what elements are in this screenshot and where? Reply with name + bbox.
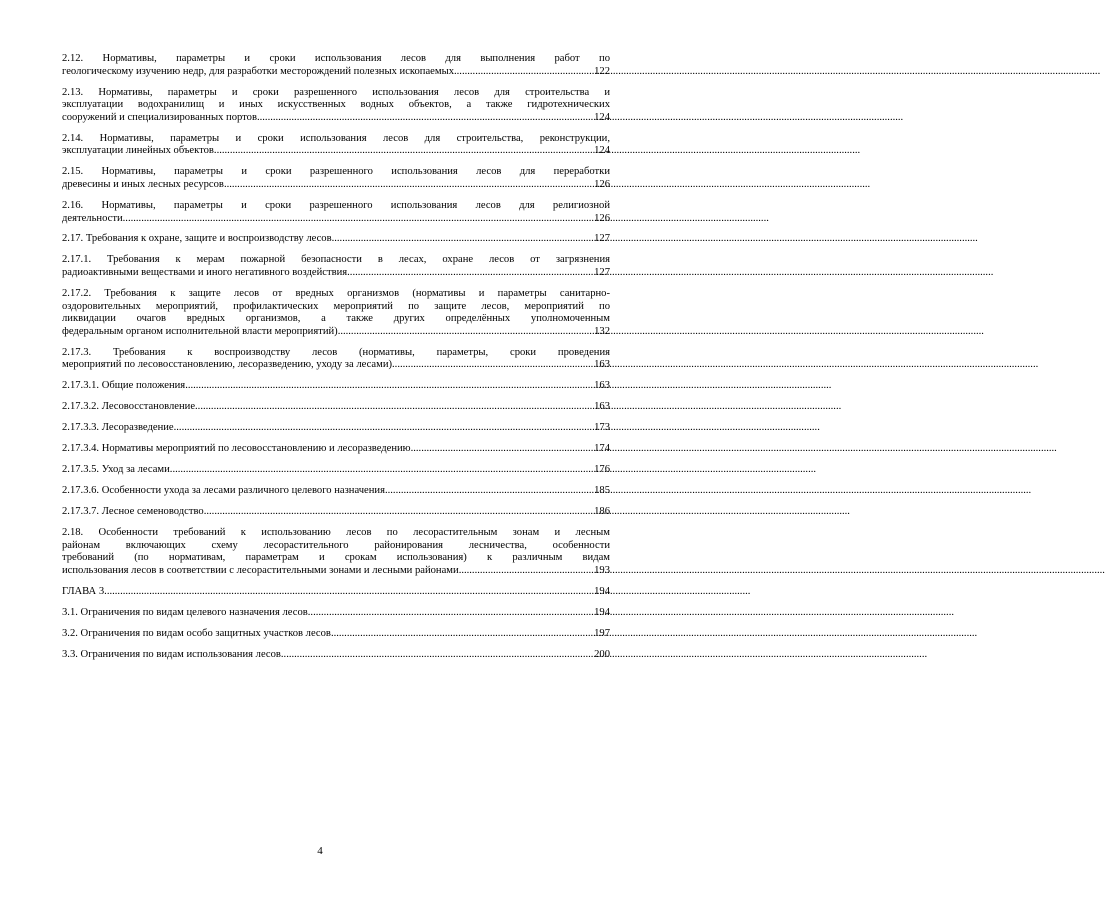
- toc-page-number: 127: [594, 267, 610, 279]
- toc-entry[interactable]: [62, 254, 610, 279]
- toc-page-number: 163: [594, 380, 610, 392]
- dot-leader: [347, 267, 594, 280]
- toc-page-number: 185: [594, 485, 610, 497]
- toc-entry-title: радиоактивными веществами и иного негативного воздействия: [62, 267, 348, 279]
- toc-entry-title: геологическому изучению недр, для разработки месторождений полезных ископаемых: [62, 65, 454, 77]
- toc-entry-last-line: [62, 401, 610, 414]
- dot-leader: [204, 506, 594, 519]
- dot-leader: [385, 485, 594, 498]
- dot-leader: [195, 401, 594, 414]
- toc-entry-last-line: [62, 145, 610, 158]
- toc-entry-last-line: [62, 649, 610, 662]
- toc-entry-title: 3.3. Ограничения по видам использования лесов: [62, 649, 281, 660]
- toc-page-number: 197: [594, 628, 610, 640]
- toc-entry-line: оздоровительных мероприятий, профилактических мероприятий по защите лесов, мероприятий по: [62, 300, 610, 312]
- toc-entry[interactable]: [62, 443, 610, 456]
- toc-entry-line: 2.15. Нормативы, параметры и сроки разрешенного использования лесов для переработки: [62, 166, 610, 178]
- table-of-contents: [62, 53, 610, 670]
- toc-entry-line: 2.18. Особенности требований к использованию лесов по лесорастительным зонам и лесным: [62, 527, 610, 539]
- toc-entry-title: мероприятий по лесовосстановлению, лесоразведению, уходу за лесами): [62, 359, 393, 371]
- dot-leader: [332, 233, 595, 246]
- toc-entry-line: 2.17.3. Требования к воспроизводству лесов (нормативы, параметры, сроки проведения: [62, 346, 610, 358]
- toc-page-number: 194: [594, 586, 610, 598]
- toc-entry-last-line: [62, 380, 610, 393]
- toc-entry-last-line: [62, 422, 610, 435]
- toc-entry[interactable]: [62, 527, 610, 577]
- toc-entry-line: районам включающих схему лесорастительного районирования лесничества, особенности: [62, 539, 610, 551]
- toc-entry-last-line: [62, 607, 610, 620]
- toc-entry-title: 2.17.3.1. Общие положения: [62, 380, 186, 392]
- toc-page-number: 163: [594, 401, 610, 413]
- toc-entry-last-line: [62, 506, 610, 519]
- dot-leader: [308, 607, 594, 620]
- toc-entry-line: эксплуатации водохранилищ и иных искусственных водных объектов, а также гидротехнических: [62, 99, 610, 111]
- toc-entry-line: 2.17.2. Требования к защите лесов от вредных организмов (нормативы и параметры санитарно-: [62, 288, 610, 300]
- toc-page-number: 124: [594, 111, 610, 123]
- toc-entry-title: древесины и иных лесных ресурсов: [62, 178, 224, 190]
- toc-entry-title: ГЛАВА 3: [62, 586, 105, 598]
- toc-entry-title: 2.17.3.6. Особенности ухода за лесами различного целевого назначения: [62, 485, 385, 497]
- toc-entry-line: 2.14. Нормативы, параметры и сроки использования лесов для строительства, реконструкции,: [62, 132, 610, 144]
- toc-page-number: 163: [594, 359, 610, 371]
- toc-entry-title: деятельности: [62, 212, 123, 224]
- toc-page-number: 122: [594, 65, 610, 77]
- toc-entry-title: сооружений и специализированных портов: [62, 111, 257, 123]
- toc-page-number: 186: [594, 506, 610, 518]
- toc-entry-last-line: [62, 66, 610, 79]
- toc-entry-title: федеральным органом исполнительной власти мероприятий): [62, 325, 338, 337]
- toc-entry-last-line: [62, 233, 610, 246]
- toc-entry-title: 3.2. Ограничения по видам особо защитных участков лесов: [62, 628, 331, 640]
- dot-leader: [104, 586, 594, 599]
- toc-entry-last-line: [62, 586, 610, 599]
- toc-entry-title: 2.17.3.7. Лесное семеноводство: [62, 506, 204, 518]
- toc-entry-line: требований (по нормативам, параметрам и срокам использования) к различным видам: [62, 552, 610, 564]
- toc-entry[interactable]: [62, 464, 610, 477]
- toc-page-number: 194: [594, 607, 610, 619]
- toc-page-number: 124: [594, 145, 610, 157]
- dot-leader: [257, 112, 594, 125]
- toc-entry-title: 2.17. Требования к охране, защите и воспроизводству лесов: [62, 233, 332, 245]
- toc-entry[interactable]: [62, 422, 610, 435]
- toc-page-number: 127: [594, 233, 610, 245]
- toc-page-number: 126: [594, 178, 610, 190]
- toc-entry-last-line: [62, 213, 610, 226]
- toc-entry-line: 2.13. Нормативы, параметры и сроки разрешенного использования лесов для строительства и: [62, 86, 610, 98]
- dot-leader: [411, 443, 595, 456]
- toc-page-number: 126: [594, 212, 610, 224]
- toc-entry-title: 2.17.3.4. Нормативы мероприятий по лесовосстановлению и лесоразведению: [62, 443, 411, 455]
- toc-page-number: 200: [594, 649, 610, 660]
- dot-leader: [174, 422, 594, 435]
- dot-leader: [392, 359, 594, 372]
- toc-entry[interactable]: [62, 586, 610, 599]
- toc-entry-last-line: [62, 179, 610, 192]
- toc-entry[interactable]: [62, 87, 610, 125]
- toc-entry[interactable]: [62, 288, 610, 338]
- toc-entry-last-line: [62, 485, 610, 498]
- toc-entry-line: 2.16. Нормативы, параметры и сроки разрешенного использования лесов для религиозной: [62, 199, 610, 211]
- toc-entry[interactable]: [62, 628, 610, 641]
- toc-entry[interactable]: [62, 233, 610, 246]
- toc-entry[interactable]: [62, 200, 610, 225]
- toc-entry[interactable]: [62, 607, 610, 620]
- dot-leader: [338, 326, 594, 339]
- dot-leader: [331, 628, 594, 641]
- toc-entry-last-line: [62, 359, 610, 372]
- toc-entry-last-line: [62, 464, 610, 477]
- dot-leader: [224, 179, 594, 192]
- toc-entry-last-line: [62, 267, 610, 280]
- toc-entry-last-line: [62, 565, 610, 578]
- dot-leader: [214, 145, 594, 158]
- dot-leader: [454, 66, 594, 79]
- toc-page-number: 174: [594, 443, 610, 455]
- toc-page-number: 132: [594, 325, 610, 337]
- toc-entry[interactable]: [62, 649, 610, 662]
- toc-entry-title: использования лесов в соответствии с лесорастительными зонами и лесными районами: [62, 565, 459, 577]
- toc-entry-line: ликвидации очагов вредных организмов, а также других определённых уполномоченным: [62, 313, 610, 325]
- toc-entry-line: 2.17.1. Требования к мерам пожарной безопасности в лесах, охране лесов от загрязнения: [62, 254, 610, 266]
- toc-entry-title: эксплуатации линейных объектов: [62, 145, 214, 157]
- toc-entry-last-line: [62, 443, 610, 456]
- toc-entry-last-line: [62, 112, 610, 125]
- toc-page-number: 173: [594, 422, 610, 434]
- toc-entry-last-line: [62, 628, 610, 641]
- toc-entry[interactable]: [62, 485, 610, 498]
- dot-leader: [123, 213, 594, 226]
- toc-entry-title: 2.17.3.5. Уход за лесами: [62, 464, 170, 476]
- page-number: 4: [317, 845, 323, 857]
- dot-leader: [459, 565, 594, 578]
- toc-entry[interactable]: [62, 166, 610, 191]
- toc-entry[interactable]: [62, 380, 610, 393]
- toc-entry[interactable]: [62, 133, 610, 158]
- toc-entry-title: 2.17.3.3. Лесоразведение: [62, 422, 174, 434]
- toc-entry[interactable]: [62, 401, 610, 414]
- toc-page-number: 176: [594, 464, 610, 476]
- toc-page-number: 193: [594, 565, 610, 577]
- toc-entry[interactable]: [62, 347, 610, 372]
- dot-leader: [170, 464, 594, 477]
- toc-entry[interactable]: [62, 53, 610, 78]
- toc-entry-title: 3.1. Ограничения по видам целевого назначения лесов: [62, 607, 308, 619]
- toc-entry-last-line: [62, 326, 610, 339]
- dot-leader: [185, 380, 594, 393]
- toc-entry[interactable]: [62, 506, 610, 519]
- toc-entry-title: 2.17.3.2. Лесовосстановление: [62, 401, 196, 413]
- toc-entry-line: 2.12. Нормативы, параметры и сроки использования лесов для выполнения работ по: [62, 53, 610, 64]
- dot-leader: [281, 649, 594, 662]
